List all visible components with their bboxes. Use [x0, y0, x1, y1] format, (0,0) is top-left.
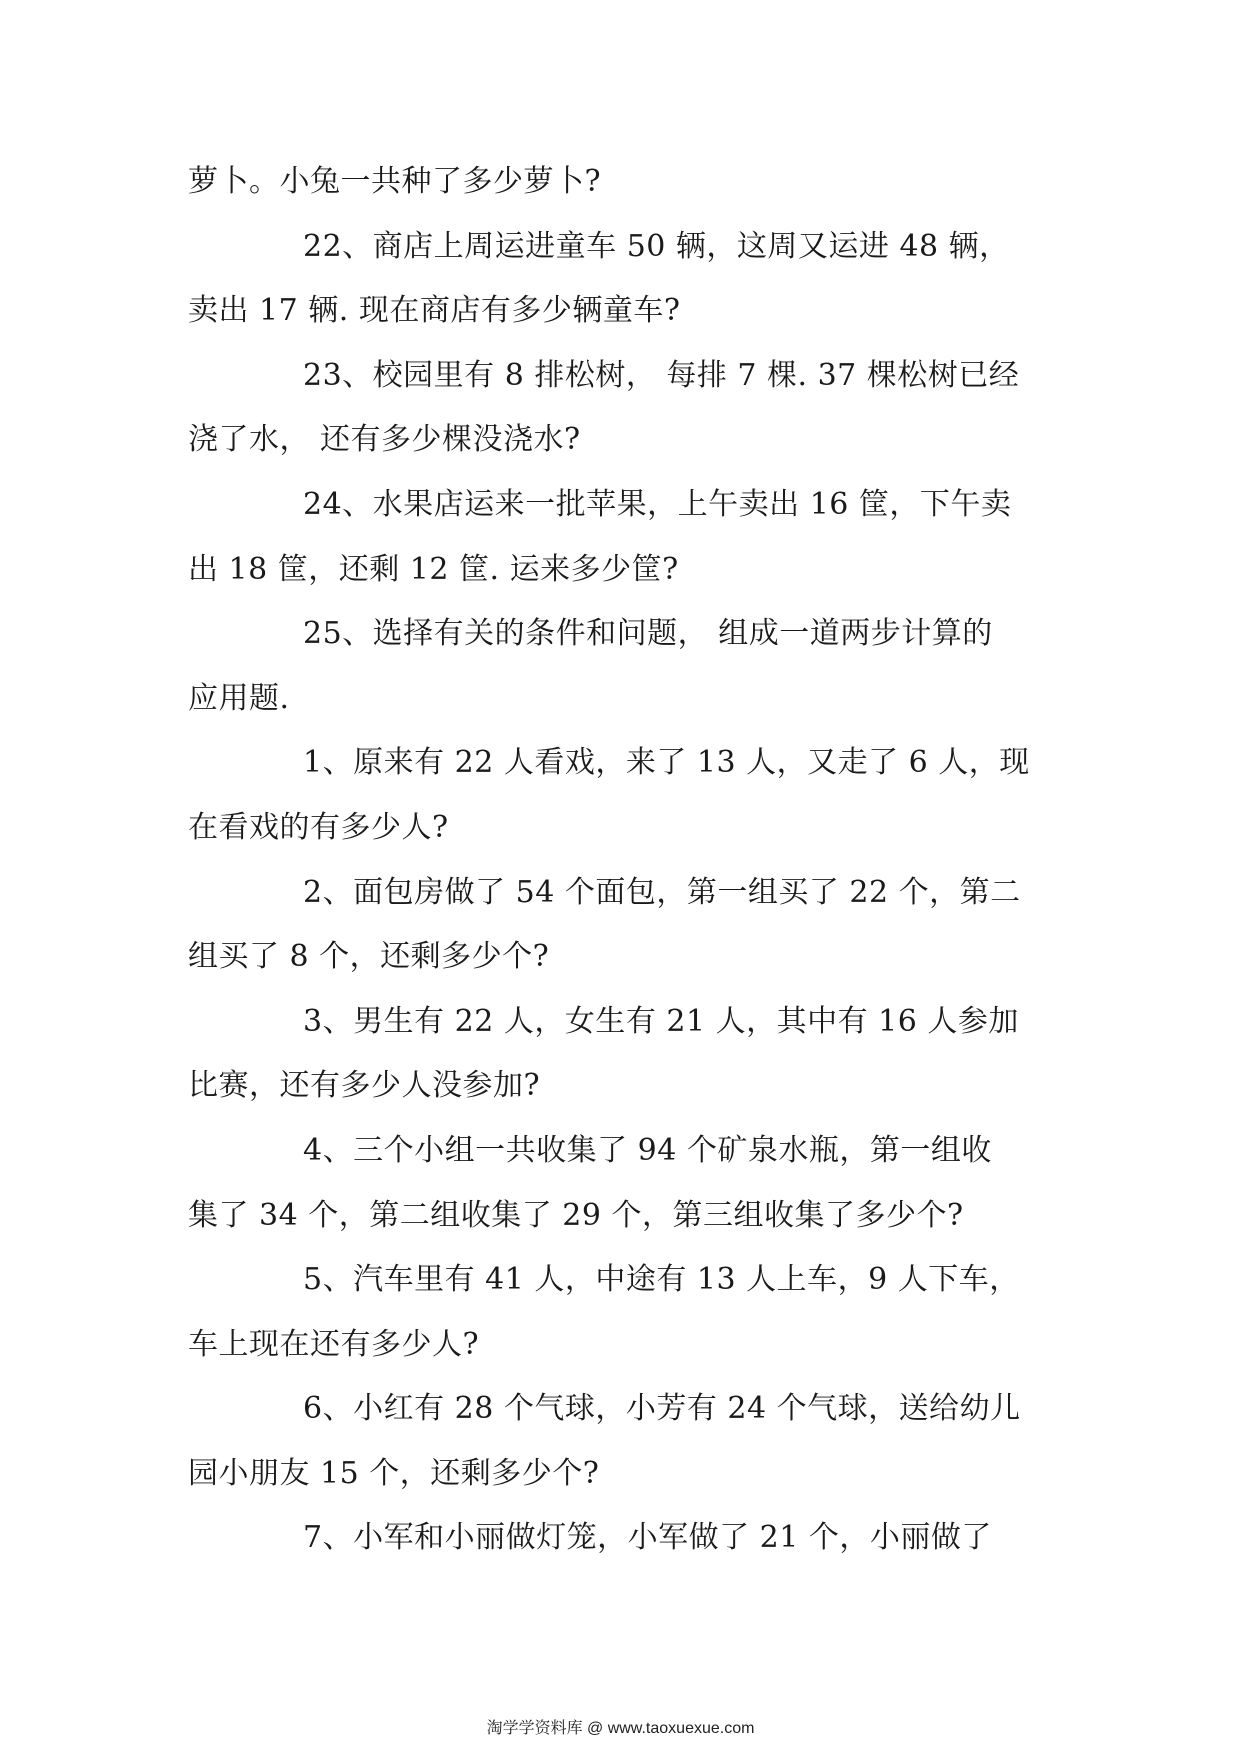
text-line: 在看戏的有多少人?: [188, 809, 449, 845]
text-line: 组买了 8 个，还剩多少个?: [188, 939, 550, 975]
text-line: 6、小红有 28 个气球，小芳有 24 个气球，送给幼儿: [303, 1391, 1021, 1427]
text-line: 应用题.: [188, 680, 290, 716]
document-body: [188, 150, 1058, 1571]
text-line: 园小朋友 15 个，还剩多少个?: [188, 1455, 600, 1491]
text-line: 3、男生有 22 人，女生有 21 人，其中有 16 人参加: [303, 1003, 1019, 1039]
text-line: 4、三个小组一共收集了 94 个矿泉水瓶，第一组收: [303, 1132, 992, 1168]
text-line: 22、商店上周运进童车 50 辆，这周又运进 48 辆，: [303, 228, 1010, 264]
text-line: 23、校园里有 8 排松树， 每排 7 棵. 37 棵松树已经: [303, 357, 1020, 393]
text-line: 浇了水， 还有多少棵没浇水?: [188, 422, 581, 458]
text-line: 集了 34 个，第二组收集了 29 个，第三组收集了多少个?: [188, 1197, 964, 1233]
text-line: 卖出 17 辆. 现在商店有多少辆童车?: [188, 293, 681, 329]
text-line: 2、面包房做了 54 个面包，第一组买了 22 个，第二: [303, 874, 1021, 910]
text-line: 车上现在还有多少人?: [188, 1326, 480, 1362]
text-line: 25、选择有关的条件和问题， 组成一道两步计算的: [303, 616, 993, 652]
text-line: 7、小军和小丽做灯笼，小军做了 21 个，小丽做了: [303, 1520, 992, 1556]
text-line: 比赛，还有多少人没参加?: [188, 1068, 541, 1104]
footer-watermark: 淘学学资料库 @ www.taoxuexue.com: [486, 1720, 755, 1737]
text-line: 萝卜。小兔一共种了多少萝卜?: [188, 164, 602, 199]
text-line: 24、水果店运来一批苹果，上午卖出 16 筐，下午卖: [303, 486, 1012, 522]
text-line: 5、汽车里有 41 人，中途有 13 人上车，9 人下车，: [303, 1262, 1020, 1298]
text-line: 出 18 筐，还剩 12 筐. 运来多少筐?: [188, 551, 679, 587]
text-line: 1、原来有 22 人看戏，来了 13 人，又走了 6 人，现: [303, 745, 1030, 781]
